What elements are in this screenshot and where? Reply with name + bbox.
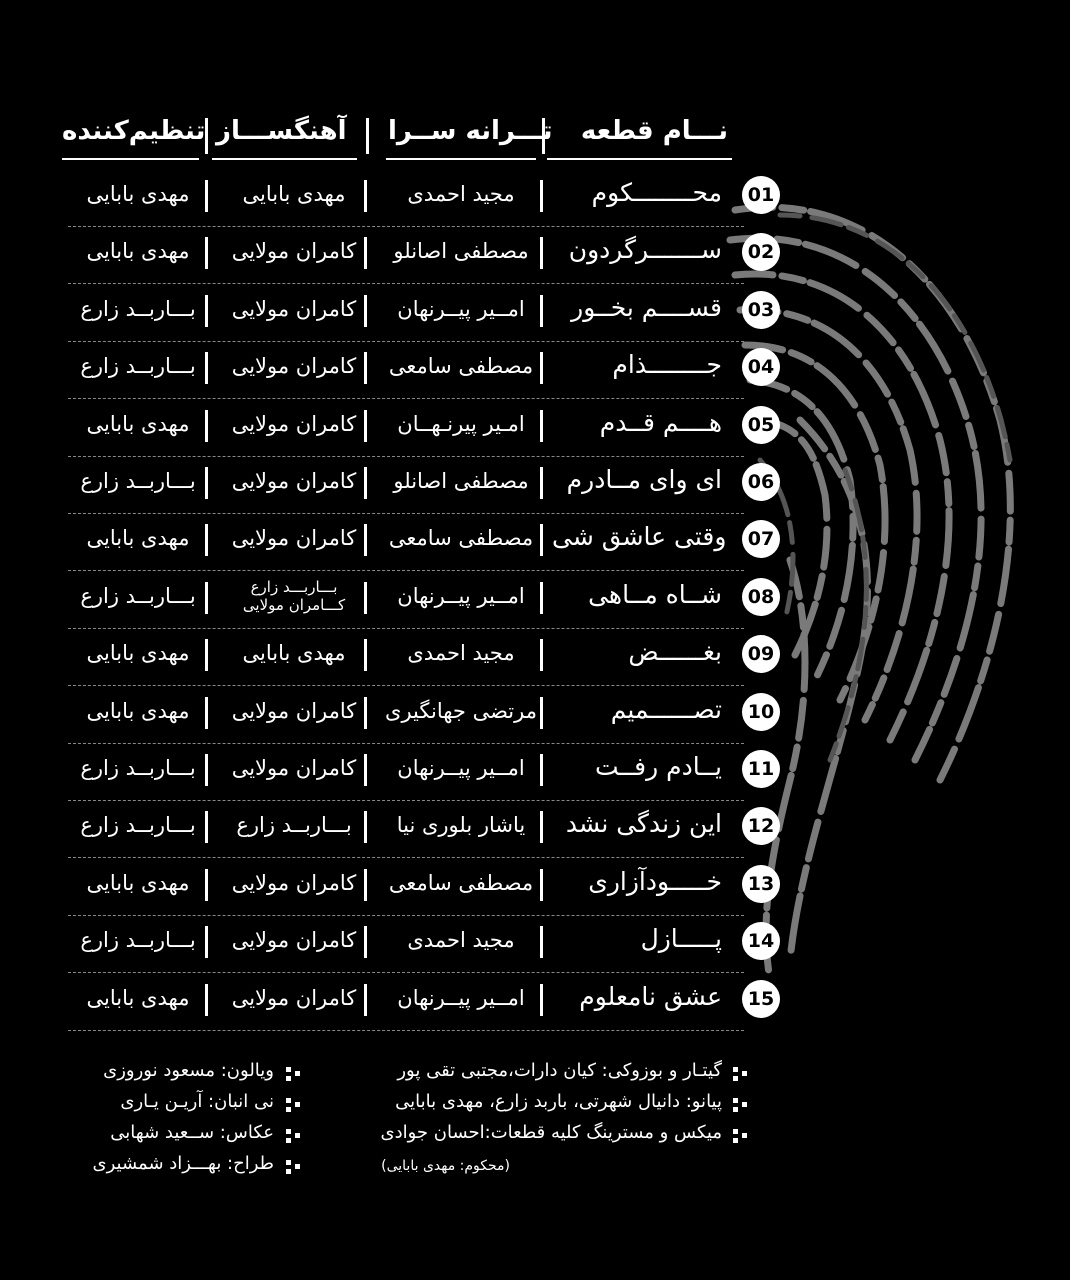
track-lyricist: امــیر پیــرنهان xyxy=(397,296,525,321)
credit-line: گیتـار و بوزوکی: کیان دارات،مجتبی تقی پور xyxy=(397,1060,722,1081)
track-arranger: مهدی بابایی xyxy=(86,411,190,436)
credit-line: طراح: بهـــزاد شمشیری xyxy=(92,1153,274,1174)
track-number-badge: 03 xyxy=(742,291,780,329)
table-row xyxy=(68,974,780,1031)
table-row xyxy=(68,170,780,227)
row-divider xyxy=(68,1030,744,1031)
credit-line: میکس و مسترینگ کلیه قطعات:احسان جوادی xyxy=(380,1122,722,1143)
track-lyricist: مصطفی اصانلو xyxy=(393,239,529,264)
track-composer: کامران مولایی xyxy=(231,526,357,551)
track-title: عشق نامعلوم xyxy=(579,981,722,1011)
track-composer: مهدی بابایی xyxy=(242,641,346,666)
table-row xyxy=(68,457,780,514)
track-lyricist: مصطفی سامعی xyxy=(388,526,534,551)
bullet-icon xyxy=(286,1067,300,1081)
table-row xyxy=(68,285,780,342)
table-header xyxy=(62,108,732,164)
track-title: ای وای مــادرم xyxy=(566,465,722,494)
track-composer: کامران مولایی xyxy=(231,411,357,436)
header-divider xyxy=(366,118,369,154)
track-number-badge: 11 xyxy=(742,750,780,788)
track-number-badge: 08 xyxy=(742,578,780,616)
track-composer: کامران مولایی xyxy=(231,354,357,379)
track-lyricist: مصطفی سامعی xyxy=(388,354,534,379)
track-arranger: بـــاربــد زارع xyxy=(80,583,196,608)
track-title: محــــــــکوم xyxy=(591,178,722,207)
track-arranger: بـــاربــد زارع xyxy=(80,296,196,321)
track-composer: کامران مولایی xyxy=(231,985,357,1010)
track-number-badge: 01 xyxy=(742,176,780,214)
bullet-icon xyxy=(733,1067,747,1081)
table-row xyxy=(68,572,780,629)
track-composer: کامران مولایی xyxy=(231,870,357,895)
track-arranger: مهدی بابایی xyxy=(86,985,190,1010)
track-arranger: مهدی بابایی xyxy=(86,870,190,895)
track-arranger: مهدی بابایی xyxy=(86,526,190,551)
bullet-icon xyxy=(286,1160,300,1174)
table-row xyxy=(68,400,780,457)
bullet-icon xyxy=(286,1129,300,1143)
header-composer-col: آهنگســـاز xyxy=(216,116,347,146)
header-lyric-col: تـــرانه ســرا xyxy=(388,116,553,146)
track-lyricist: امــیر پیــرنهان xyxy=(397,583,525,608)
track-title: بغــــــض xyxy=(628,637,722,667)
table-row xyxy=(68,801,780,858)
table-row xyxy=(68,342,780,399)
track-arranger: بـــاربــد زارع xyxy=(80,928,196,953)
bullet-icon xyxy=(733,1098,747,1112)
track-number-badge: 06 xyxy=(742,463,780,501)
track-title: جــــــــذام xyxy=(612,350,722,380)
track-title: یــادم رفــت xyxy=(594,752,722,781)
track-number-badge: 12 xyxy=(742,807,780,845)
track-number-badge: 05 xyxy=(742,406,780,444)
track-arranger: بـــاربــد زارع xyxy=(80,813,196,838)
credit-line: عکاس: ســعید شهابی xyxy=(110,1122,274,1143)
track-title: هــــم قــدم xyxy=(599,407,722,437)
track-title: قســــم بخــور xyxy=(571,292,722,322)
track-lyricist: مجید احمدی xyxy=(407,641,515,666)
track-arranger: بـــاربــد زارع xyxy=(80,354,196,379)
track-composer: کامران مولایی xyxy=(231,928,357,953)
track-title: شــاه مــاهی xyxy=(588,579,722,609)
header-arranger-col: تنظیم‌کننده xyxy=(62,116,206,146)
track-composer: بـــاربـــد زارع کـــامران مولایی xyxy=(242,577,346,614)
track-composer: کامران مولایی xyxy=(231,469,357,493)
track-lyricist: مرتضی جهانگیری xyxy=(385,698,537,723)
track-number-badge: 09 xyxy=(742,635,780,673)
track-lyricist: مصطفی اصانلو xyxy=(393,469,529,493)
track-composer: کامران مولایی xyxy=(231,239,357,264)
track-composer: کامران مولایی xyxy=(231,296,357,321)
track-lyricist: امــیر پیــرنهان xyxy=(397,756,525,780)
track-arranger: مهدی بابایی xyxy=(86,182,190,206)
track-number-badge: 10 xyxy=(742,693,780,731)
table-row xyxy=(68,687,780,744)
track-composer: مهدی بابایی xyxy=(242,182,346,206)
track-arranger: مهدی بابایی xyxy=(86,239,190,264)
track-number-badge: 14 xyxy=(742,922,780,960)
track-title: ســـــــرگردون xyxy=(568,235,722,265)
header-divider xyxy=(205,118,208,154)
track-lyricist: مصطفی سامعی xyxy=(388,870,534,895)
track-number-badge: 13 xyxy=(742,865,780,903)
track-title: خـــــودآزاری xyxy=(588,866,722,896)
track-lyricist: امـیر پیرنـهــان xyxy=(397,411,525,436)
track-composer: کامران مولایی xyxy=(231,756,357,780)
credit-note: (محکوم: مهدی بابایی) xyxy=(381,1158,510,1174)
track-lyricist: مجید احمدی xyxy=(407,182,515,206)
track-arranger: مهدی بابایی xyxy=(86,641,190,666)
table-row xyxy=(68,744,780,801)
track-lyricist: یاشار بلوری نیا xyxy=(396,813,526,838)
track-number-badge: 15 xyxy=(742,980,780,1018)
track-arranger: مهدی بابایی xyxy=(86,698,190,723)
track-arranger: بـــاربــد زارع xyxy=(80,469,196,493)
credit-line: پیانو: دانیال شهرتی، باربد زارع، مهدی بابایی xyxy=(395,1091,722,1112)
table-row xyxy=(68,916,780,973)
track-lyricist: امــیر پیــرنهان xyxy=(397,985,525,1010)
bullet-icon xyxy=(286,1098,300,1112)
track-number-badge: 02 xyxy=(742,233,780,271)
track-title: پـــــازل xyxy=(640,924,722,954)
header-title-col: نـــام قطعه xyxy=(580,116,728,146)
table-row xyxy=(68,514,780,571)
track-composer: کامران مولایی xyxy=(231,698,357,723)
track-title: این زندگی نشد xyxy=(565,809,722,839)
table-row xyxy=(68,859,780,916)
track-number-badge: 07 xyxy=(742,520,780,558)
table-row xyxy=(68,629,780,686)
track-composer: بـــاربــد زارع xyxy=(236,813,352,838)
credit-line: ویالون: مسعود نوروزی xyxy=(103,1060,274,1081)
track-lyricist: مجید احمدی xyxy=(407,928,515,953)
track-title: وقتی عاشق شی xyxy=(552,522,727,552)
credit-line: نی انبان: آریـن یـاری xyxy=(120,1091,274,1112)
track-title: تصــــــمیم xyxy=(610,694,722,724)
table-row xyxy=(68,227,780,284)
track-arranger: بـــاربــد زارع xyxy=(80,756,196,780)
track-number-badge: 04 xyxy=(742,348,780,386)
bullet-icon xyxy=(733,1129,747,1143)
